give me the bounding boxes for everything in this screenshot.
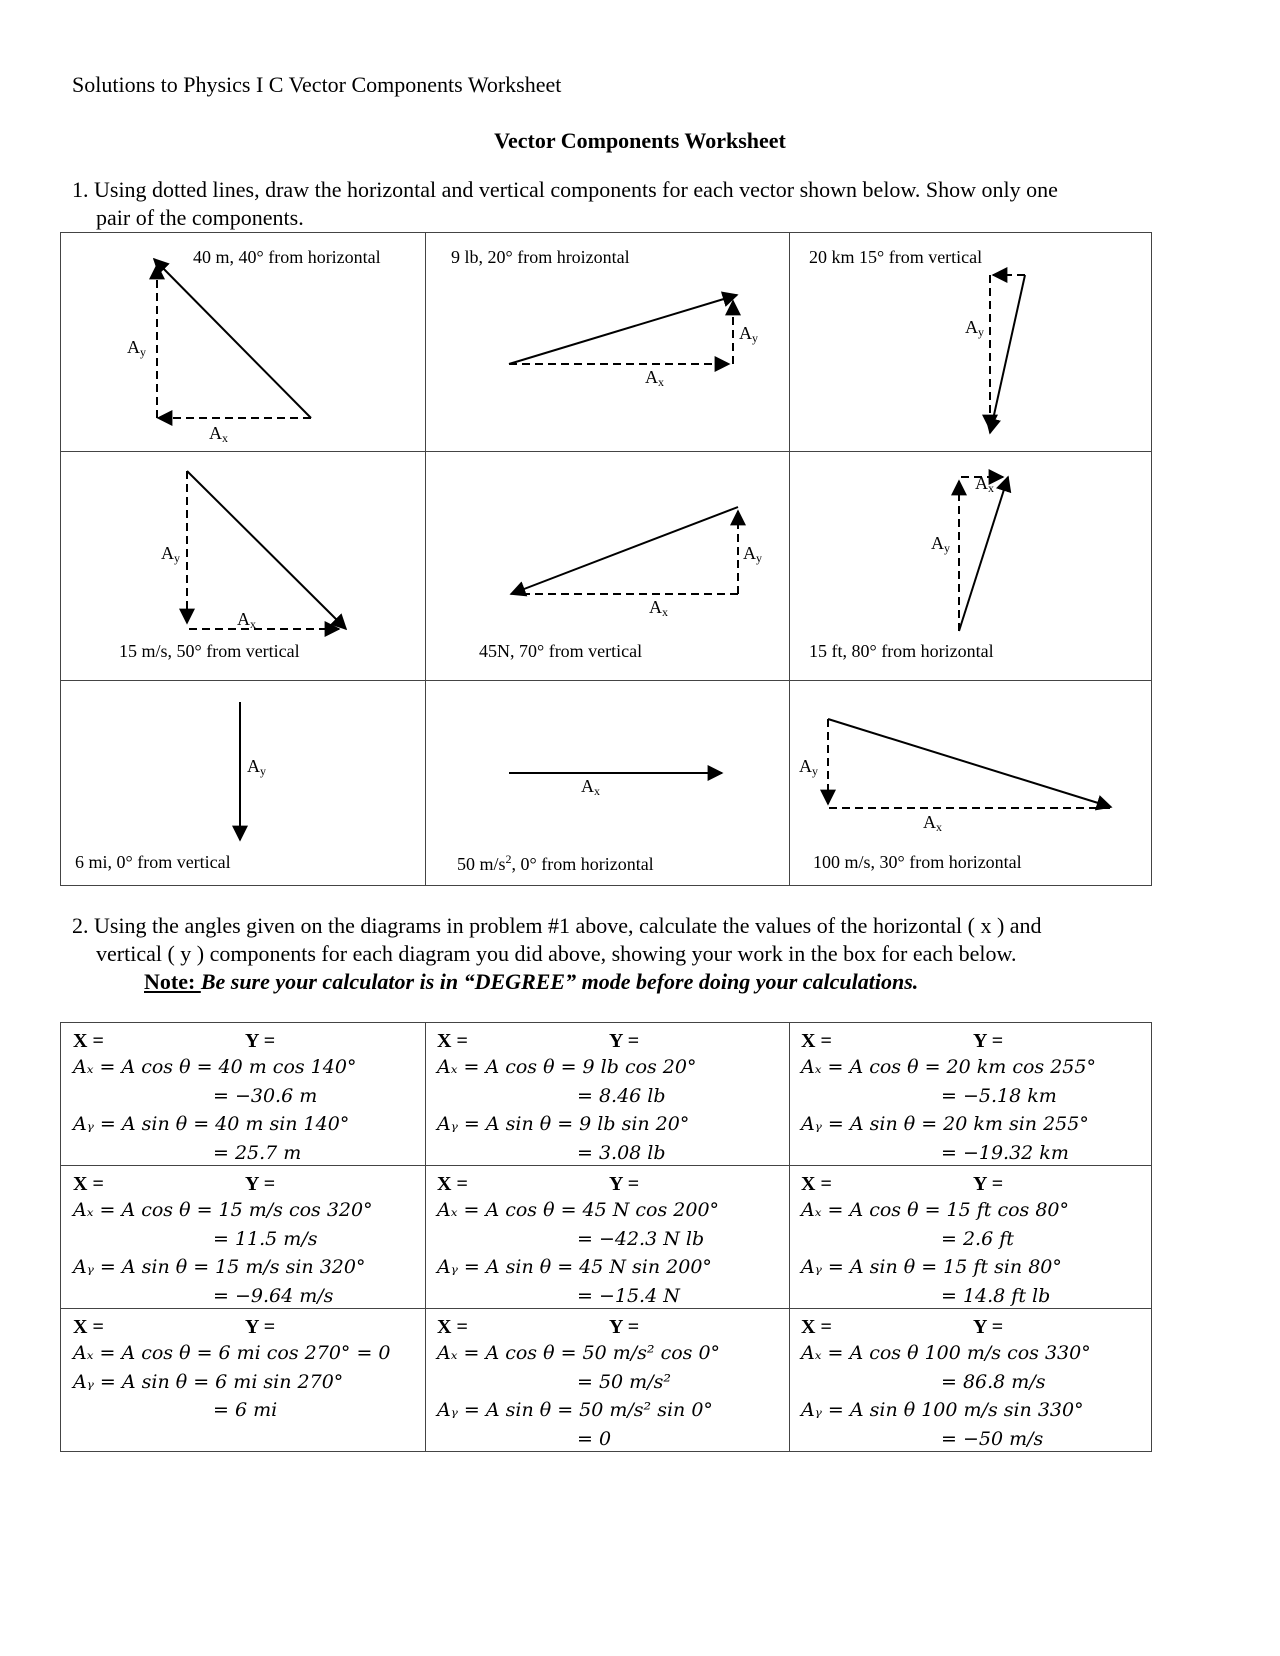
diagram-cell-7 [61,680,425,885]
solution-box-2 [425,1023,789,1165]
vector-diagram-1 [61,233,425,451]
equation-line: = 14.8 ft lb [941,1284,1051,1307]
equation-line: = 86.8 m/s [941,1370,1046,1393]
equation-line: = 6 mi [213,1399,278,1421]
equation-line: Aᵧ = A sin θ = 15 ft sin 80° [801,1256,1062,1278]
x-label: X = [73,1030,104,1052]
x-label: X = [801,1316,832,1338]
equation-line: = 3.08 lb [577,1141,666,1164]
y-label: Y = [973,1030,1004,1052]
equation-line: Aₓ = A cos θ = 20 km cos 255° [801,1056,1096,1078]
diagram-cell-8 [425,680,789,885]
solution-box-5 [425,1166,789,1308]
vector-caption: 6 mi, 0° from vertical [75,852,231,872]
vector-caption: 40 m, 40° from horizontal [193,247,381,267]
ax-label: $A_x$ [975,473,994,495]
vector-caption: 100 m/s, 30° from horizontal [813,852,1022,872]
equation-line: Aᵧ = A sin θ = 45 N sin 200° [437,1256,712,1278]
solution-box-7 [61,1309,425,1451]
equation-line: Aᵧ = A sin θ = 6 mi sin 270° [73,1370,344,1393]
ax-label: $A_x$ [923,812,942,834]
equation-line: Aₓ = A cos θ = 45 N cos 200° [437,1199,720,1221]
equation-line: Aᵧ = A sin θ = 50 m/s² sin 0° [437,1399,713,1421]
equation-line: = −30.6 m [213,1084,318,1107]
ay-label: $A_y$ [161,543,180,565]
y-label: Y = [973,1316,1004,1338]
diagram-cell-1 [61,233,425,451]
equation-line: Aᵧ = A sin θ 100 m/s sin 330° [801,1399,1084,1421]
x-label: X = [73,1316,104,1338]
x-label: X = [801,1030,832,1052]
equation-line: = 0 [577,1427,612,1450]
equation-line: = 2.6 ft [941,1227,1014,1250]
y-label: Y = [973,1173,1004,1195]
solution-box-8 [425,1309,789,1451]
question-1-line2: pair of the components. [96,205,304,230]
ay-label: $A_y$ [965,317,984,339]
equation-line: Aᵧ = A sin θ = 15 m/s sin 320° [73,1256,366,1278]
equation-line: Aₓ = A cos θ = 9 lb cos 20° [437,1056,697,1078]
equation-line: = 50 m/s² [577,1370,671,1393]
solutions-grid [60,1022,1152,1452]
document-title: Solutions to Physics I C Vector Components Worksheet [72,72,562,97]
x-label: X = [437,1030,468,1052]
equation-line: Aᵧ = A sin θ = 9 lb sin 20° [437,1113,690,1135]
diagram-cell-3 [789,233,1153,451]
equation-line: = 8.46 lb [577,1084,666,1107]
equation-line: Aₓ = A cos θ = 50 m/s² cos 0° [437,1342,721,1364]
ay-label: $A_y$ [743,543,762,565]
ay-label: $A_y$ [931,533,950,555]
vector-caption: 15 ft, 80° from horizontal [809,641,994,661]
question-1 [72,176,1212,232]
ay-label: $A_y$ [799,756,818,778]
equation-line: Aᵧ = A sin θ = 20 km sin 255° [801,1113,1089,1135]
equation-line: Aᵧ = A sin θ = 40 m sin 140° [73,1113,350,1135]
solution-box-9 [789,1309,1153,1451]
y-label: Y = [245,1316,276,1338]
diagram-cell-9 [789,680,1153,885]
equation-line: Aₓ = A cos θ = 6 mi cos 270° = 0 [73,1342,391,1364]
equation-line: Aₓ = A cos θ = 15 ft cos 80° [801,1199,1070,1221]
y-label: Y = [245,1173,276,1195]
question-2-line2: vertical ( y ) components for each diagram you did above, showing your work in the box for each below. [96,941,1017,966]
vector-diagram-3 [789,233,1153,451]
solution-box-6 [789,1166,1153,1308]
y-label: Y = [609,1030,640,1052]
diagram-cell-4 [61,451,425,680]
ay-label: $A_y$ [127,337,146,359]
y-label: Y = [609,1173,640,1195]
equation-line: = −15.4 N [577,1284,680,1307]
solution-box-1 [61,1023,425,1165]
equation-line: = 25.7 m [213,1141,302,1164]
solution-box-4 [61,1166,425,1308]
x-label: X = [437,1173,468,1195]
ay-label: $A_y$ [247,756,266,778]
equation-line: Aₓ = A cos θ 100 m/s cos 330° [801,1342,1091,1364]
vector-caption: 20 km 15° from vertical [809,247,983,267]
equation-line: = 11.5 m/s [213,1227,318,1250]
y-label: Y = [245,1030,276,1052]
ax-label: $A_x$ [237,609,256,631]
equation-line: Aₓ = A cos θ = 40 m cos 140° [73,1056,357,1078]
solution-box-3 [789,1023,1153,1165]
equation-line: = −19.32 km [941,1141,1069,1164]
x-label: X = [73,1173,104,1195]
ax-label: $A_x$ [209,423,228,445]
y-label: Y = [609,1316,640,1338]
question-2 [72,912,1212,996]
ax-label: $A_x$ [649,597,668,619]
diagram-grid [60,232,1152,886]
x-label: X = [437,1316,468,1338]
ax-label: $A_x$ [645,367,664,389]
vector-caption: 45N, 70° from vertical [479,641,643,661]
vector-caption: 9 lb, 20° from hroizontal [451,247,630,267]
ay-label: $A_y$ [739,323,758,345]
degree-mode-note: Note: Be sure your calculator is in “DEGREE” mode before doing your calculations. [144,969,919,994]
diagram-cell-6 [789,451,1153,680]
vector-caption: 15 m/s, 50° from vertical [119,641,300,661]
x-label: X = [801,1173,832,1195]
vector-caption: 50 $m/s^2$, 0° from horizontal [457,852,654,874]
ax-label: $A_x$ [581,776,600,798]
diagram-cell-2 [425,233,789,451]
equation-line: = −5.18 km [941,1084,1057,1107]
question-1-line1: 1. Using dotted lines, draw the horizontal and vertical components for each vector shown below. Show only one [72,177,1058,202]
question-2-line1: 2. Using the angles given on the diagrams in problem #1 above, calculate the values of the horizontal ( x ) and [72,913,1042,938]
diagram-cell-5 [425,451,789,680]
vector-diagram-2 [425,233,789,451]
worksheet-heading: Vector Components Worksheet [494,128,786,153]
equation-line: Aₓ = A cos θ = 15 m/s cos 320° [73,1199,373,1221]
equation-line: = −42.3 N lb [577,1227,705,1250]
equation-line: = −9.64 m/s [213,1284,334,1307]
equation-line: = −50 m/s [941,1427,1044,1450]
